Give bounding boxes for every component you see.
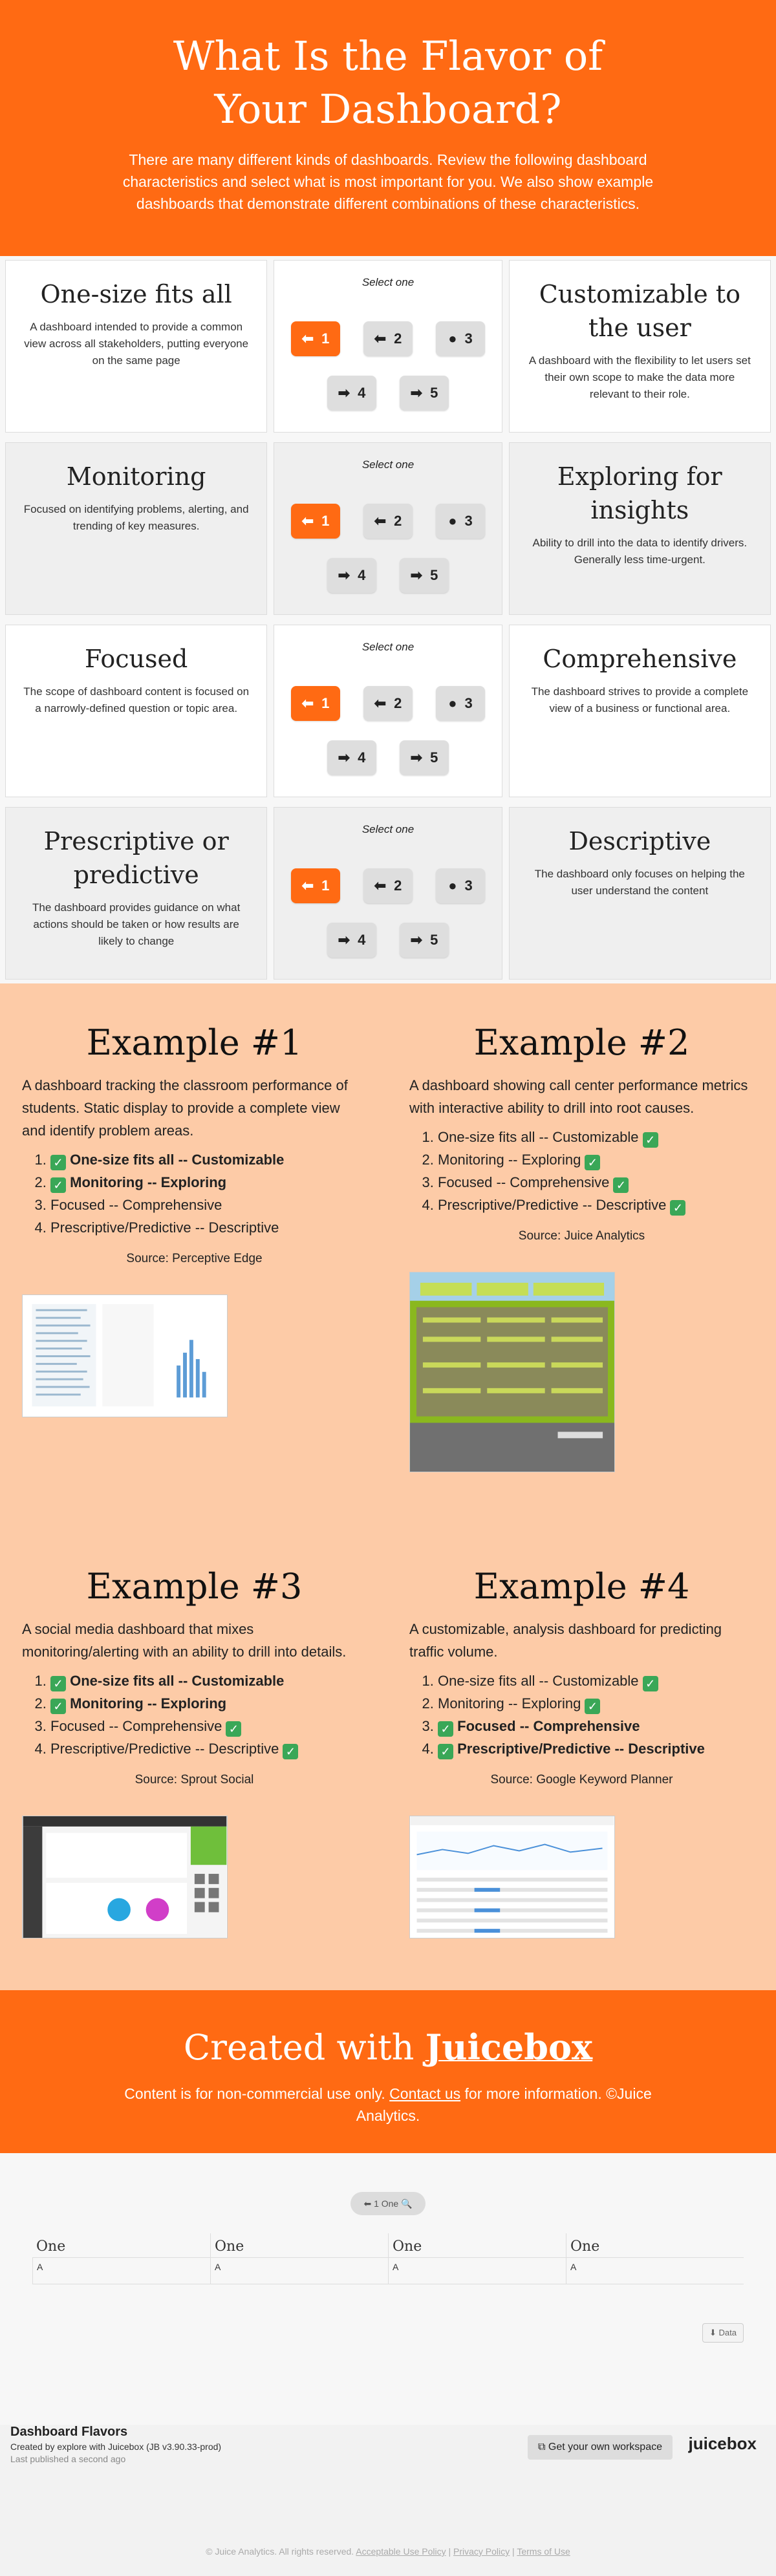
- right-text: The dashboard only focuses on helping the user understand the content: [534, 868, 745, 897]
- check-icon: ✓: [613, 1177, 629, 1193]
- arrow-right-icon: ➡: [410, 385, 423, 401]
- app-footer: [0, 2425, 776, 2576]
- download-icon: ⬇: [709, 2328, 717, 2337]
- example-title: Example #3: [86, 1565, 303, 1607]
- example-4: [409, 1563, 754, 1977]
- example-2-thumbnail[interactable]: [409, 1272, 615, 1472]
- option-2-button[interactable]: ⬅ 2: [363, 686, 413, 721]
- example-title: Example #1: [86, 1022, 303, 1063]
- column-header[interactable]: One: [388, 2233, 566, 2258]
- option-1-button[interactable]: ⬅ 1: [291, 868, 340, 903]
- left-card: [5, 260, 267, 433]
- page-subtitle: There are many different kinds of dashboards. Review the following dashboard characteristics and select what is most important for you. We also show example dashboards that demonstrate different combinations of these characteristics.: [122, 151, 654, 212]
- example-3-thumbnail[interactable]: [22, 1816, 228, 1938]
- list-item: 4. Prescriptive/Predictive -- Descriptive: [50, 1216, 367, 1239]
- example-list: [438, 1669, 754, 1760]
- example-1: [22, 1020, 367, 1550]
- arrow-right-icon: ➡: [338, 385, 350, 401]
- right-text: The dashboard strives to provide a complete view of a business or functional area.: [531, 685, 749, 714]
- get-workspace-button[interactable]: ⧉ Get your own workspace: [528, 2435, 673, 2460]
- left-card: [5, 442, 267, 615]
- left-text: Focused on identifying problems, alerting, and trending of key measures.: [23, 503, 249, 532]
- option-3-button[interactable]: ● 3: [436, 504, 485, 539]
- column-header[interactable]: One: [210, 2233, 388, 2258]
- left-title: One-size fits all: [40, 280, 232, 308]
- left-text: The dashboard provides guidance on what actions should be taken or how results are likely to change: [32, 901, 241, 947]
- check-icon: ✓: [226, 1721, 241, 1737]
- option-3-button[interactable]: ● 3: [436, 868, 485, 903]
- data-button[interactable]: ⬇ Data: [702, 2323, 744, 2343]
- left-text: The scope of dashboard content is focused on a narrowly-defined question or topic area.: [23, 685, 250, 714]
- choice-row: [5, 625, 771, 797]
- example-description: A dashboard tracking the classroom performance of students. Static display to provide a complete view and identify problem areas.: [22, 1077, 348, 1139]
- table-cell: A: [210, 2258, 388, 2284]
- example-2: [409, 1020, 754, 1550]
- source-link[interactable]: Perceptive Edge: [172, 1252, 263, 1265]
- choice-row: [5, 442, 771, 615]
- created-by: Created by explore with Juicebox (JB v3.90.33-prod): [10, 2442, 222, 2452]
- option-picker: [274, 625, 502, 797]
- arrow-left-icon: ⬅: [374, 330, 387, 347]
- option-1-button[interactable]: ⬅ 1: [291, 686, 340, 721]
- copyright: © Juice Analytics. All rights reserved. Acceptable Use Policy | Privacy Policy | Terms of Use: [206, 2546, 570, 2557]
- left-card: [5, 625, 267, 797]
- right-title: Comprehensive: [543, 645, 737, 673]
- examples-section: [0, 983, 776, 1990]
- check-icon: ✓: [438, 1744, 453, 1759]
- privacy-policy-link[interactable]: Privacy Policy: [453, 2546, 510, 2557]
- source-link[interactable]: Juice Analytics: [564, 1229, 645, 1243]
- option-5-button[interactable]: ➡ 5: [400, 376, 449, 411]
- table-cell: A: [388, 2258, 566, 2284]
- example-description: A social media dashboard that mixes monitoring/alerting with an ability to drill into details.: [22, 1620, 347, 1660]
- arrow-right-icon: ➡: [410, 749, 423, 766]
- select-hint: Select one: [361, 458, 415, 471]
- dot-icon: ●: [448, 513, 457, 529]
- option-picker: [274, 807, 502, 980]
- example-source: Source: Google Keyword Planner: [490, 1772, 673, 1787]
- example-list: [50, 1148, 367, 1239]
- select-hint: Select one: [361, 276, 415, 288]
- option-4-button[interactable]: ➡ 4: [327, 740, 376, 775]
- list-item: 1. One-size fits all -- Customizable ✓: [438, 1126, 754, 1148]
- check-icon: ✓: [50, 1155, 66, 1170]
- data-table: [32, 2233, 744, 2284]
- example-description: A dashboard showing call center performance metrics with interactive ability to drill into root causes.: [409, 1077, 748, 1116]
- app-title: Dashboard Flavors: [10, 2425, 128, 2439]
- example-1-thumbnail[interactable]: [22, 1294, 228, 1417]
- list-item: 4. Prescriptive/Predictive -- Descriptive ✓: [50, 1737, 367, 1760]
- list-item: 2. ✓ Monitoring -- Exploring: [50, 1171, 367, 1194]
- check-icon: ✓: [643, 1676, 658, 1691]
- choice-row: [5, 807, 771, 980]
- left-title: Prescriptive or predictive: [43, 827, 229, 889]
- right-title: Exploring for insights: [557, 462, 722, 524]
- search-icon: 🔍: [401, 2198, 413, 2209]
- list-item: 4. ✓ Prescriptive/Predictive -- Descriptive: [438, 1737, 754, 1760]
- dot-icon: ●: [448, 877, 457, 894]
- right-title: Customizable to the user: [539, 280, 740, 342]
- list-item: 3. Focused -- Comprehensive: [50, 1194, 367, 1216]
- right-card: [509, 807, 771, 980]
- arrow-left-icon: ⬅: [374, 513, 387, 529]
- left-title: Focused: [85, 645, 188, 673]
- arrow-left-icon: ⬅: [374, 877, 387, 894]
- source-link[interactable]: Sprout Social: [180, 1772, 254, 1787]
- check-icon: ✓: [283, 1744, 298, 1759]
- example-source: Source: Sprout Social: [135, 1772, 254, 1787]
- left-text: A dashboard intended to provide a common view across all stakeholders, putting everyone on the same page: [24, 321, 249, 367]
- example-3: [22, 1563, 367, 1977]
- check-icon: ✓: [438, 1721, 453, 1737]
- example-source: Source: Perceptive Edge: [126, 1252, 263, 1265]
- option-picker: [274, 442, 502, 615]
- source-link[interactable]: Google Keyword Planner: [536, 1772, 673, 1787]
- arrow-left-icon: ⬅: [301, 330, 314, 347]
- left-title: Monitoring: [66, 462, 206, 491]
- list-item: 2. Monitoring -- Exploring ✓: [438, 1148, 754, 1171]
- list-item: 1. One-size fits all -- Customizable ✓: [438, 1669, 754, 1692]
- option-2-button[interactable]: ⬅ 2: [363, 321, 413, 356]
- right-text: A dashboard with the flexibility to let users set their own scope to make the data more relevant to their role.: [528, 354, 751, 400]
- arrow-right-icon: ➡: [338, 749, 350, 766]
- check-icon: ✓: [585, 1699, 600, 1714]
- option-2-button[interactable]: ⬅ 2: [363, 868, 413, 903]
- choice-row: [5, 260, 771, 433]
- option-1-button[interactable]: ⬅ 1: [291, 321, 340, 356]
- option-3-button[interactable]: ● 3: [436, 321, 485, 356]
- data-table-section: [0, 2153, 776, 2425]
- option-2-button[interactable]: ⬅ 2: [363, 504, 413, 539]
- option-4-button[interactable]: ➡ 4: [327, 376, 376, 411]
- arrow-left-icon: ⬅: [363, 2198, 372, 2209]
- created-with-heading: Created with Juicebox: [183, 2026, 593, 2068]
- arrow-left-icon: ⬅: [301, 695, 314, 711]
- check-icon: ✓: [643, 1132, 658, 1148]
- check-icon: ✓: [50, 1177, 66, 1193]
- option-3-button[interactable]: ● 3: [436, 686, 485, 721]
- list-item: 1. ✓ One-size fits all -- Customizable: [50, 1148, 367, 1171]
- check-icon: ✓: [670, 1200, 685, 1216]
- example-title: Example #4: [473, 1565, 690, 1607]
- example-list: [438, 1126, 754, 1216]
- list-item: 3. ✓ Focused -- Comprehensive: [438, 1715, 754, 1737]
- right-card: [509, 260, 771, 433]
- arrow-right-icon: ➡: [338, 932, 350, 948]
- contact-us-link[interactable]: Contact us: [389, 2085, 461, 2102]
- option-5-button[interactable]: ➡ 5: [400, 740, 449, 775]
- column-header[interactable]: One: [566, 2233, 744, 2258]
- right-card: [509, 442, 771, 615]
- page-title: What Is the Flavor of Your Dashboard?: [173, 32, 603, 133]
- select-hint: Select one: [361, 823, 415, 835]
- list-item: 2. ✓ Monitoring -- Exploring: [50, 1692, 367, 1715]
- filter-pill[interactable]: ⬅ 1 One 🔍: [350, 2192, 426, 2215]
- right-text: Ability to drill into the data to identify drivers. Generally less time-urgent.: [532, 537, 748, 566]
- table-cell: A: [32, 2258, 210, 2284]
- check-icon: ✓: [50, 1699, 66, 1714]
- hero: [0, 0, 776, 256]
- dot-icon: ●: [448, 695, 457, 711]
- dot-icon: ●: [448, 330, 457, 347]
- arrow-left-icon: ⬅: [301, 513, 314, 529]
- list-item: 3. Focused -- Comprehensive ✓: [50, 1715, 367, 1737]
- check-icon: ✓: [50, 1676, 66, 1691]
- option-5-button[interactable]: ➡ 5: [400, 923, 449, 958]
- table-cell: A: [566, 2258, 744, 2284]
- list-item: 1. ✓ One-size fits all -- Customizable: [50, 1669, 367, 1692]
- arrow-left-icon: ⬅: [374, 695, 387, 711]
- check-icon: ✓: [585, 1155, 600, 1170]
- arrow-right-icon: ➡: [410, 932, 423, 948]
- example-title: Example #2: [473, 1022, 690, 1063]
- option-picker: [274, 260, 502, 433]
- juicebox-logo[interactable]: juicebox: [688, 2434, 757, 2453]
- arrow-right-icon: ➡: [410, 567, 423, 583]
- example-description: A customizable, analysis dashboard for predicting traffic volume.: [409, 1620, 722, 1660]
- choice-rows: [0, 256, 776, 980]
- banner-text: Content is for non-commercial use only. Contact us for more information. ©Juice Analytics.: [124, 2085, 652, 2124]
- option-1-button[interactable]: ⬅ 1: [291, 504, 340, 539]
- right-title: Descriptive: [568, 827, 711, 855]
- arrow-right-icon: ➡: [338, 567, 350, 583]
- list-item: 2. Monitoring -- Exploring ✓: [438, 1692, 754, 1715]
- column-header[interactable]: One: [32, 2233, 210, 2258]
- option-4-button[interactable]: ➡ 4: [327, 558, 376, 593]
- example-4-thumbnail[interactable]: [409, 1816, 615, 1938]
- acceptable-use-link[interactable]: Acceptable Use Policy: [356, 2546, 446, 2557]
- arrow-left-icon: ⬅: [301, 877, 314, 894]
- example-list: [50, 1669, 367, 1760]
- option-5-button[interactable]: ➡ 5: [400, 558, 449, 593]
- terms-of-use-link[interactable]: Terms of Use: [517, 2546, 570, 2557]
- published-time: Last published a second ago: [10, 2454, 126, 2464]
- right-card: [509, 625, 771, 797]
- created-with-banner: [0, 1990, 776, 2153]
- juicebox-link[interactable]: Juicebox: [425, 2026, 593, 2068]
- list-item: 3. Focused -- Comprehensive ✓: [438, 1171, 754, 1194]
- select-hint: Select one: [361, 641, 415, 653]
- external-link-icon: ⧉: [538, 2442, 546, 2453]
- option-4-button[interactable]: ➡ 4: [327, 923, 376, 958]
- left-card: [5, 807, 267, 980]
- list-item: 4. Prescriptive/Predictive -- Descriptive ✓: [438, 1194, 754, 1216]
- example-source: Source: Juice Analytics: [518, 1229, 645, 1243]
